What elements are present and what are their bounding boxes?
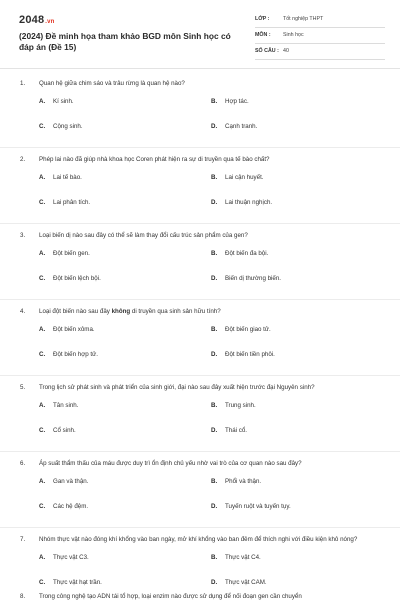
option-d[interactable]: D. Lai thuận nghịch. [211,199,273,206]
option-a[interactable]: A. Kí sinh. [39,98,74,105]
option-d[interactable]: D. Đột biến tiền phôi. [211,351,275,358]
question-text: Trong công nghệ tạo ADN tái tổ hợp, loại enzim nào được sử dụng để nối đoạn gen cần chuyển [39,593,302,600]
option-a[interactable]: A. Đột biến gen. [39,250,90,257]
option-b[interactable]: B. Đột biến giao tử. [211,326,271,333]
option-d[interactable]: D. Tuyến ruột và tuyến tụy. [211,503,291,510]
meta-label: LỚP : [255,16,270,22]
question-item [0,534,400,596]
question-list [0,78,400,600]
option-d[interactable]: D. Thái cổ. [211,427,248,434]
answer-options [20,324,400,368]
question-number: 5. [20,384,26,391]
question-text: Quan hệ giữa chim sáo và trâu rừng là quan hệ nào? [39,80,185,87]
meta-row-subject [255,29,385,44]
document-title: (2024) Đề minh họa tham khảo BGD môn Sinh học có đáp án (Đề 15) [19,31,231,52]
question-text: Nhóm thực vật nào đóng khí khổng vào ban ngày, mở khí khổng vào ban đêm để thích nghi với điều kiện khô nóng? [39,536,358,543]
question-number: 1. [20,80,26,87]
meta-value: Sinh học [283,32,304,38]
answer-options [20,552,400,596]
question-text: Trong lịch sử phát sinh và phát triển của sinh giới, đại nào sau đây xuất hiện trước đại Nguyên sinh? [39,384,315,391]
logo-text: 2048 [19,14,45,26]
option-a[interactable]: A. Tân sinh. [39,402,79,409]
site-logo[interactable] [19,14,55,26]
option-c[interactable]: C. Các hệ đệm. [39,503,89,510]
question-item [0,382,400,444]
question-number: 8. [20,593,26,600]
question-number: 6. [20,460,26,467]
question-text: Phép lai nào đã giúp nhà khoa học Coren phát hiện ra sự di truyền qua tế bào chất? [39,156,270,163]
option-d[interactable]: D. Thực vật CAM. [211,579,267,586]
option-a[interactable]: A. Thực vật C3. [39,554,89,561]
question-item [0,154,400,216]
header-divider [0,68,400,69]
option-c[interactable]: C. Cộng sinh. [39,123,83,130]
meta-label: SỐ CÂU : [255,48,279,54]
question-item [0,458,400,520]
option-c[interactable]: C. Thực vật hạt trần. [39,579,102,586]
question-text: Áp suất thẩm thấu của máu được duy trì ổn định chủ yếu nhờ vai trò của cơ quan nào sau đây? [39,460,302,467]
question-item-partial [20,591,390,600]
meta-row-count [255,45,385,60]
option-a[interactable]: A. Lai tế bào. [39,174,82,181]
answer-options [20,248,400,292]
option-b[interactable]: B. Phổi và thận. [211,478,262,485]
question-item [0,306,400,368]
page-header [0,0,400,64]
option-b[interactable]: B. Trung sinh. [211,402,256,409]
question-item [0,78,400,140]
option-b[interactable]: B. Hợp tác. [211,98,249,105]
option-a[interactable]: A. Gan và thận. [39,478,89,485]
emphasis-not: không [111,308,131,315]
answer-options [20,96,400,140]
question-item [0,230,400,292]
meta-row-class [255,13,385,28]
meta-value: Tốt nghiệp THPT [283,16,324,22]
logo-tld: .vn [45,19,55,25]
option-b[interactable]: B. Đột biến đa bội. [211,250,269,257]
meta-label: MÔN : [255,32,271,38]
option-a[interactable]: A. Đột biến xôma. [39,326,95,333]
option-b[interactable]: B. Thực vật C4. [211,554,261,561]
option-c[interactable]: C. Cổ sinh. [39,427,76,434]
question-text: Loại biến dị nào sau đây có thể sẽ làm thay đổi cấu trúc sản phẩm của gen? [39,232,248,239]
question-text: Loại đột biến nào sau đây không di truyền qua sinh sản hữu tính? [39,308,221,315]
answer-options [20,400,400,444]
option-d[interactable]: D. Cạnh tranh. [211,123,258,130]
question-number: 4. [20,308,26,315]
option-c[interactable]: C. Đột biến lệch bội. [39,275,101,282]
exam-meta [255,13,385,61]
option-c[interactable]: C. Đột biến hợp tử. [39,351,99,358]
option-c[interactable]: C. Lai phân tích. [39,199,91,206]
question-number: 3. [20,232,26,239]
question-number: 2. [20,156,26,163]
meta-value: 40 [283,48,289,54]
answer-options [20,172,400,216]
option-d[interactable]: D. Biến dị thường biến. [211,275,282,282]
question-number: 7. [20,536,26,543]
option-b[interactable]: B. Lai cận huyết. [211,174,264,181]
answer-options [20,476,400,520]
